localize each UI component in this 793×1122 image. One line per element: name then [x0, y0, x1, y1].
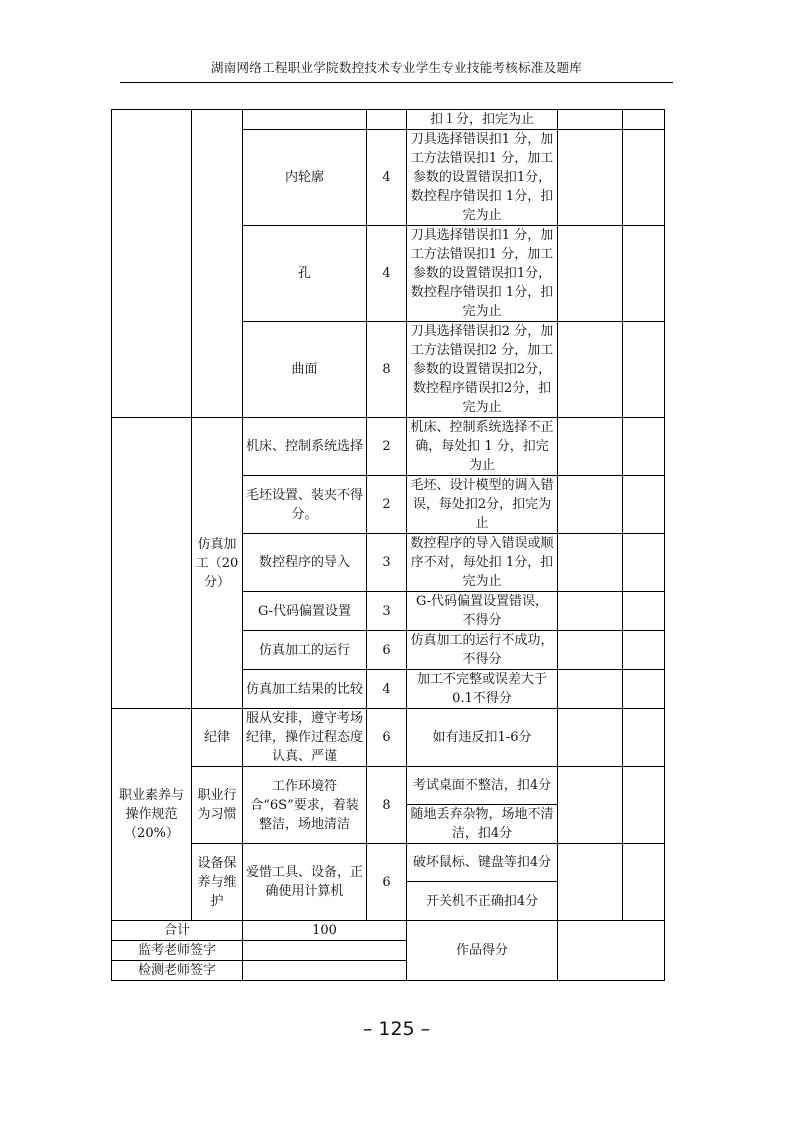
empty-cell	[558, 110, 623, 130]
score-cell: 2	[367, 476, 407, 534]
subcategory-cell	[192, 110, 243, 418]
table-row	[112, 110, 665, 130]
total-value-cell: 100	[243, 921, 407, 941]
score-cell: 6	[367, 844, 407, 921]
item-cell: 孔	[243, 226, 367, 322]
proctor-signature-label: 监考老师签字	[112, 941, 243, 961]
inspector-signature-field	[243, 961, 407, 981]
score-cell: 2	[367, 418, 407, 476]
criteria-cell: 如有违反扣1-6分	[407, 709, 558, 767]
empty-cell	[623, 130, 665, 226]
empty-cell	[623, 110, 665, 130]
criteria-cell: 扣１分，扣完为止	[407, 110, 558, 130]
empty-cell	[558, 670, 623, 709]
empty-cell	[558, 476, 623, 534]
empty-cell	[623, 631, 665, 670]
empty-cell	[558, 709, 623, 767]
empty-cell	[623, 476, 665, 534]
criteria-cell: 刀具选择错误扣2 分，加工方法错误扣2 分，加工参数的设置错误扣2分，数控程序错误扣2分，扣完为止	[407, 322, 558, 418]
score-cell: 3	[367, 592, 407, 631]
criteria-cell: 刀具选择错误扣1 分，加工方法错误扣1 分，加工参数的设置错误扣1分，数控程序错误扣 1分，扣完为止	[407, 226, 558, 322]
table-row	[112, 709, 665, 767]
score-cell: 4	[367, 130, 407, 226]
score-cell: 8	[367, 767, 407, 844]
item-cell: 爱惜工具、设备，正确使用计算机	[243, 844, 367, 921]
group-equip-cell: 设备保养与维护	[192, 844, 243, 921]
empty-cell	[558, 226, 623, 322]
table-row	[112, 921, 665, 941]
score-cell: 4	[367, 226, 407, 322]
criteria-cell: 数控程序的导入错误或顺序不对，每处扣 1分，扣完为止	[407, 534, 558, 592]
empty-cell	[558, 631, 623, 670]
item-cell: 数控程序的导入	[243, 534, 367, 592]
item-cell: 服从安排，遵守考场纪律，操作过程态度认真、严谨	[243, 709, 367, 767]
item-cell: 曲面	[243, 322, 367, 418]
score-cell: 6	[367, 709, 407, 767]
table-row	[112, 844, 665, 882]
empty-cell	[623, 670, 665, 709]
empty-cell	[623, 844, 665, 921]
empty-cell	[558, 534, 623, 592]
empty-cell	[558, 130, 623, 226]
criteria-cell: G-代码偏置设置错误，不得分	[407, 592, 558, 631]
criteria-cell: 开关机不正确扣4分	[407, 882, 558, 921]
group-discipline-cell: 纪律	[192, 709, 243, 767]
header-rule	[120, 82, 673, 83]
assessment-table	[111, 109, 665, 981]
empty-cell	[558, 592, 623, 631]
criteria-cell: 刀具选择错误扣1 分，加工方法错误扣1 分，加工参数的设置错误扣1分，数控程序错误扣 1分，扣完为止	[407, 130, 558, 226]
score-cell: 4	[367, 670, 407, 709]
empty-cell	[558, 767, 623, 844]
criteria-cell: 随地丢弃杂物，场地不清洁，扣4分	[407, 805, 558, 844]
empty-cell	[623, 709, 665, 767]
empty-cell	[558, 844, 623, 921]
criteria-cell: 破坏鼠标、键盘等扣4分	[407, 844, 558, 882]
empty-cell	[623, 226, 665, 322]
empty-cell	[623, 534, 665, 592]
score-cell	[367, 110, 407, 130]
item-cell: 工作环境符合“6S”要求，着装整洁，场地清洁	[243, 767, 367, 844]
empty-cell	[623, 767, 665, 844]
item-cell: 仿真加工结果的比较	[243, 670, 367, 709]
table-row	[112, 418, 665, 476]
item-cell: 内轮廓	[243, 130, 367, 226]
item-cell: 机床、控制系统选择	[243, 418, 367, 476]
group-pro-cell: 职业素养与操作规范（20%）	[112, 709, 192, 921]
grade-value-cell	[558, 921, 665, 981]
empty-cell	[623, 592, 665, 631]
score-cell: 6	[367, 631, 407, 670]
item-cell: 毛坯设置、装夹不得分。	[243, 476, 367, 534]
item-cell	[243, 110, 367, 130]
grade-label-cell: 作品得分	[407, 921, 558, 981]
page-number: – 125 –	[362, 1018, 431, 1040]
empty-cell	[558, 418, 623, 476]
score-cell: 3	[367, 534, 407, 592]
criteria-cell: 毛坯、设计模型的调入错误，每处扣2分，扣完为止	[407, 476, 558, 534]
total-label-cell: 合计	[112, 921, 243, 941]
category-cell	[112, 418, 192, 709]
table-row	[112, 767, 665, 805]
category-cell	[112, 110, 192, 418]
score-cell: 8	[367, 322, 407, 418]
inspector-signature-label: 检测老师签字	[112, 961, 243, 981]
empty-cell	[623, 322, 665, 418]
criteria-cell: 机床、控制系统选择不正确，每处扣 1 分，扣完为止	[407, 418, 558, 476]
empty-cell	[623, 418, 665, 476]
criteria-cell: 考试桌面不整洁，扣4分	[407, 767, 558, 805]
page-header: 湖南网络工程职业学院数控技术专业学生专业技能考核标准及题库	[210, 60, 583, 75]
criteria-cell: 加工不完整或误差大于 0.1不得分	[407, 670, 558, 709]
group-habit-cell: 职业行为习惯	[192, 767, 243, 844]
empty-cell	[558, 322, 623, 418]
item-cell: 仿真加工的运行	[243, 631, 367, 670]
item-cell: G-代码偏置设置	[243, 592, 367, 631]
group-sim-cell: 仿真加工（20分）	[192, 418, 243, 709]
criteria-cell: 仿真加工的运行不成功，不得分	[407, 631, 558, 670]
proctor-signature-field	[243, 941, 407, 961]
